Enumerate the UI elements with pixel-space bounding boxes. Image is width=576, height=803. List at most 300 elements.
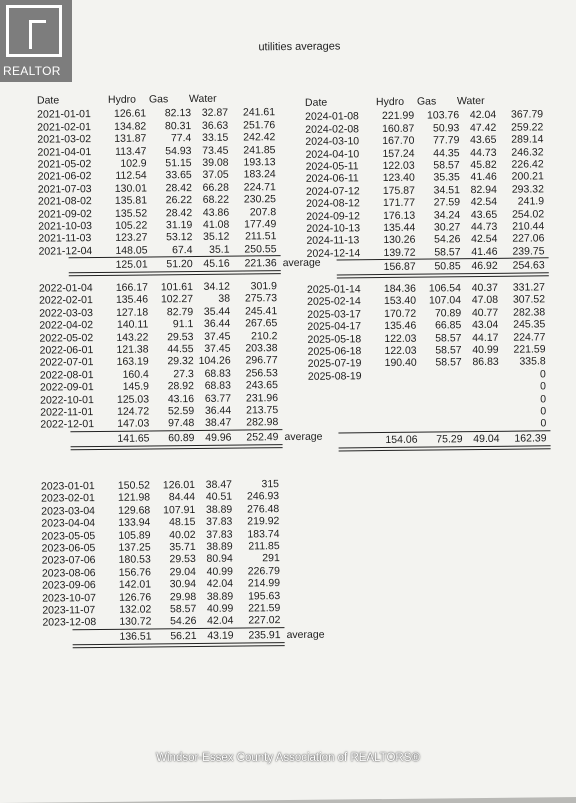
average-value: 162.39: [496, 432, 546, 445]
row-value: 43.65: [447, 208, 497, 221]
row-date: 2021-05-02: [38, 158, 92, 171]
row-value: [449, 418, 499, 419]
average-value: 43.19: [184, 629, 234, 642]
row-value: 31.19: [142, 219, 192, 232]
average-value: 60.89: [144, 432, 194, 445]
row-date: 2025-04-17: [307, 320, 361, 333]
row-value: 224.77: [495, 331, 545, 344]
row-value: 113.47: [96, 145, 146, 158]
row-value: 82.79: [143, 306, 193, 319]
row-value: 43.16: [144, 393, 194, 406]
row-value: 195.63: [230, 590, 280, 603]
average-value: 252.49: [228, 431, 278, 444]
row-value: 42.54: [447, 196, 497, 209]
row-value: 47.42: [446, 122, 496, 135]
row-value: [412, 381, 462, 382]
realtor-logo-text: REALTOR: [3, 64, 61, 78]
row-value: 213.75: [228, 404, 278, 417]
row-value: 135.44: [365, 222, 415, 235]
table-2022: [39, 280, 253, 450]
row-value: 107.04: [411, 295, 461, 308]
row-value: 112.54: [97, 170, 147, 183]
row-value: 166.17: [98, 281, 148, 294]
row-value: 227.02: [230, 614, 280, 627]
row-value: 63.77: [181, 392, 231, 405]
row-value: [412, 369, 462, 370]
row-value: 211.85: [230, 540, 280, 553]
document-title: utilities averages: [258, 40, 340, 53]
row-date: 2023-08-06: [42, 567, 96, 580]
row-value: 29.98: [146, 591, 196, 604]
row-value: 101.61: [143, 281, 193, 294]
average-value: 56.21: [147, 630, 197, 643]
column-header: Hydro: [376, 96, 404, 109]
row-value: 296.77: [228, 354, 278, 367]
row-value: 42.54: [447, 233, 497, 246]
underline-double: [337, 276, 549, 279]
row-value: 183.74: [229, 528, 279, 541]
realtor-logo: [0, 0, 72, 82]
row-value: 35.35: [410, 172, 460, 185]
table-2021: [37, 92, 251, 277]
row-value: 82.13: [141, 107, 191, 120]
row-date: 2021-03-02: [37, 133, 91, 146]
average-row: [43, 629, 255, 644]
row-value: 214.99: [230, 577, 280, 590]
row-value: 45.82: [447, 159, 497, 172]
row-value: 291: [230, 552, 280, 565]
row-date: 2025-02-14: [307, 296, 361, 309]
row-value: 50.93: [409, 122, 459, 135]
row-value: 221.59: [230, 602, 280, 615]
row-value: 42.04: [183, 615, 233, 628]
row-value: [449, 393, 499, 394]
row-value: 0: [496, 368, 546, 381]
row-value: 121.38: [99, 343, 149, 356]
row-value: 82.94: [447, 184, 497, 197]
row-date: 2024-02-08: [305, 123, 359, 136]
row-value: 68.83: [181, 367, 231, 380]
average-label: average: [283, 257, 321, 270]
row-value: 80.31: [141, 120, 191, 133]
row-date: 2022-06-01: [40, 344, 94, 357]
row-value: 44.17: [448, 331, 498, 344]
row-value: 53.12: [142, 231, 192, 244]
row-value: 35.12: [179, 231, 229, 244]
row-value: 125.03: [99, 393, 149, 406]
row-value: 307.52: [495, 294, 545, 307]
row-value: 135.52: [97, 207, 147, 220]
row-value: 135.46: [366, 320, 416, 333]
row-value: 104.26: [181, 355, 231, 368]
row-value: 37.83: [182, 528, 232, 541]
row-value: 40.37: [448, 282, 498, 295]
row-value: 133.94: [100, 517, 150, 530]
row-date: 2021-11-03: [38, 232, 91, 245]
row-value: 44.35: [409, 147, 459, 160]
row-value: 241.9: [494, 195, 544, 208]
row-value: 131.87: [96, 133, 146, 146]
table-header-row: [305, 95, 517, 110]
row-value: 254.02: [494, 208, 544, 221]
row-value: 226.79: [230, 565, 280, 578]
row-value: 203.38: [228, 342, 278, 355]
row-value: 256.53: [228, 367, 278, 380]
column-header: Water: [189, 93, 217, 106]
row-value: 143.22: [98, 331, 148, 344]
row-value: 0: [496, 380, 546, 393]
row-value: 150.52: [100, 479, 150, 492]
underline-double: [73, 645, 285, 648]
row-value: 40.77: [448, 307, 498, 320]
row-date: 2024-08-12: [306, 197, 360, 210]
row-value: 245.35: [495, 318, 545, 331]
row-value: 301.9: [227, 280, 277, 293]
row-value: 177.49: [226, 218, 276, 231]
row-value: 48.15: [145, 516, 195, 529]
row-value: 28.42: [142, 207, 192, 220]
row-value: 40.02: [145, 529, 195, 542]
row-value: 180.53: [101, 554, 151, 567]
row-value: 167.70: [364, 135, 414, 148]
row-value: 42.04: [183, 578, 233, 591]
row-value: 275.73: [227, 293, 277, 306]
row-value: 226.42: [494, 158, 544, 171]
row-value: 38.89: [183, 541, 233, 554]
row-value: 243.65: [228, 379, 278, 392]
row-date: 2022-03-03: [39, 307, 93, 320]
row-value: 38: [180, 293, 230, 306]
row-date: 2024-04-10: [305, 148, 359, 161]
row-value: 153.40: [366, 295, 416, 308]
row-value: 86.83: [449, 356, 499, 369]
row-value: 176.13: [365, 209, 415, 222]
row-value: 80.94: [183, 553, 233, 566]
row-value: 0: [496, 418, 546, 431]
row-date: 2025-05-18: [307, 333, 361, 346]
row-value: 227.06: [494, 233, 544, 246]
average-value: 154.06: [367, 433, 417, 446]
row-value: 242.42: [225, 131, 275, 144]
row-value: 259.22: [493, 121, 543, 134]
row-date: 2021-12-04: [38, 245, 92, 258]
row-value: 77.79: [409, 134, 459, 147]
row-value: 67.4: [142, 244, 192, 257]
row-date: 2025-07-19: [308, 358, 362, 371]
row-value: 102.27: [143, 293, 193, 306]
row-value: 43.04: [448, 319, 498, 332]
row-value: 42.04: [446, 109, 496, 122]
row-value: 147.03: [99, 418, 149, 431]
row-value: 30.94: [146, 578, 196, 591]
row-value: 43.65: [446, 134, 496, 147]
row-value: 58.57: [412, 357, 462, 370]
row-value: 37.45: [181, 343, 231, 356]
row-date: 2024-05-11: [306, 160, 359, 173]
row-value: 36.63: [178, 119, 228, 132]
row-date: 2023-06-05: [42, 542, 96, 555]
row-value: 35.71: [146, 541, 196, 554]
row-date: 2022-12-01: [40, 418, 94, 431]
row-value: 122.03: [366, 332, 416, 345]
row-value: 130.01: [97, 182, 147, 195]
row-date: 2024-07-12: [306, 185, 360, 198]
row-value: 239.75: [494, 245, 544, 258]
row-value: 41.08: [179, 219, 229, 232]
row-value: 241.85: [225, 144, 275, 157]
row-value: 124.72: [99, 405, 149, 418]
average-row: [40, 431, 252, 446]
row-value: 40.99: [449, 344, 499, 357]
row-value: 123.27: [97, 232, 147, 245]
row-date: 2022-10-01: [40, 394, 94, 407]
average-value: 254.63: [495, 259, 545, 272]
row-value: 29.04: [146, 566, 196, 579]
row-value: 103.76: [409, 110, 459, 123]
row-value: 33.65: [142, 169, 192, 182]
row-value: 231.96: [228, 392, 278, 405]
row-value: 171.77: [365, 197, 415, 210]
row-value: 40.99: [183, 603, 233, 616]
row-value: 315: [229, 478, 279, 491]
row-value: 175.87: [365, 184, 415, 197]
row-value: 29.53: [146, 553, 196, 566]
underline-double: [71, 447, 283, 450]
table-2025: [307, 282, 521, 452]
row-date: 2021-08-02: [38, 195, 92, 208]
row-value: 58.57: [411, 332, 461, 345]
row-date: 2021-01-01: [37, 108, 91, 121]
row-value: 34.24: [410, 209, 460, 222]
row-date: 2023-12-08: [42, 616, 96, 629]
row-value: 148.05: [97, 244, 147, 257]
average-value: 50.85: [411, 260, 461, 273]
row-value: 246.93: [229, 491, 279, 504]
row-value: [412, 394, 462, 395]
row-value: 245.41: [227, 305, 277, 318]
row-value: 130.72: [101, 616, 151, 629]
row-value: 43.86: [179, 206, 229, 219]
average-value: 51.20: [143, 258, 193, 271]
average-row: [307, 260, 519, 275]
row-value: 210.2: [227, 330, 277, 343]
row-value: 102.9: [97, 157, 147, 170]
row-value: 30.27: [410, 221, 460, 234]
row-value: 250.55: [226, 243, 276, 256]
row-value: 66.85: [411, 319, 461, 332]
row-value: [449, 406, 499, 407]
row-value: [367, 369, 417, 370]
row-value: 219.92: [229, 515, 279, 528]
column-header: Hydro: [108, 94, 136, 107]
row-value: 27.59: [410, 196, 460, 209]
table-2023: [41, 478, 255, 648]
row-value: 44.73: [447, 221, 497, 234]
row-value: 156.76: [101, 566, 151, 579]
row-value: 183.24: [226, 168, 276, 181]
row-value: 367.79: [493, 109, 543, 122]
row-value: 134.82: [96, 120, 146, 133]
column-header: Date: [37, 94, 59, 107]
row-value: 32.87: [178, 107, 228, 120]
row-date: 2023-09-06: [42, 579, 96, 592]
row-value: 39.08: [179, 157, 229, 170]
row-value: 210.44: [494, 220, 544, 233]
row-value: 160.87: [364, 122, 414, 135]
row-value: 207.8: [226, 206, 276, 219]
row-value: 335.8: [496, 356, 546, 369]
table-2024: [305, 95, 519, 280]
row-value: 84.44: [145, 491, 195, 504]
row-value: 241.61: [225, 107, 275, 120]
row-value: 68.83: [181, 380, 231, 393]
row-date: 2021-07-03: [38, 183, 92, 196]
column-header: Date: [305, 97, 327, 110]
row-value: 38.47: [181, 417, 231, 430]
row-date: 2022-07-01: [40, 356, 94, 369]
row-value: 97.48: [144, 417, 194, 430]
row-value: 34.12: [180, 281, 230, 294]
average-value: 49.04: [449, 432, 499, 445]
row-value: 132.02: [101, 603, 151, 616]
row-value: 44.73: [446, 146, 496, 159]
row-value: 54.26: [410, 234, 460, 247]
average-value: 136.51: [102, 630, 152, 643]
average-value: 156.87: [366, 261, 416, 274]
row-value: 121.98: [100, 492, 150, 505]
row-value: 47.08: [448, 294, 498, 307]
row-value: 40.51: [182, 491, 232, 504]
row-value: [449, 369, 499, 370]
row-value: 276.48: [229, 503, 279, 516]
row-value: 51.15: [142, 157, 192, 170]
row-value: 33.15: [178, 132, 228, 145]
row-date: 2025-06-18: [308, 345, 362, 358]
row-value: 145.9: [99, 381, 149, 394]
row-value: 58.57: [146, 603, 196, 616]
row-value: 129.68: [100, 504, 150, 517]
row-date: 2023-02-01: [41, 492, 95, 505]
row-date: 2024-11-13: [306, 235, 359, 248]
row-date: 2023-11-07: [42, 604, 95, 617]
average-value: 49.96: [181, 431, 231, 444]
row-value: 135.81: [97, 195, 147, 208]
row-value: 246.32: [493, 146, 543, 159]
row-value: 282.38: [495, 306, 545, 319]
row-value: 293.32: [494, 183, 544, 196]
row-value: 52.59: [144, 405, 194, 418]
row-value: 289.14: [493, 134, 543, 147]
row-date: 2021-10-03: [38, 220, 92, 233]
row-value: [367, 394, 417, 395]
column-header: Gas: [149, 93, 168, 106]
average-row: [39, 257, 251, 272]
row-value: 127.18: [98, 306, 148, 319]
row-date: 2021-02-01: [37, 121, 91, 134]
row-value: 70.89: [411, 307, 461, 320]
row-value: 41.46: [448, 246, 498, 259]
realtor-logo-icon: [6, 5, 62, 57]
row-date: 2024-03-10: [305, 135, 359, 148]
row-date: 2024-12-14: [307, 247, 361, 260]
row-value: 107.91: [145, 504, 195, 517]
column-header: Gas: [417, 95, 436, 108]
row-value: 29.32: [144, 355, 194, 368]
row-value: 142.01: [101, 579, 151, 592]
row-date: 2022-01-04: [39, 282, 93, 295]
row-value: 230.25: [226, 193, 276, 206]
row-value: 38.89: [183, 590, 233, 603]
row-value: 54.26: [146, 615, 196, 628]
row-date: 2024-10-13: [306, 222, 360, 235]
row-date: 2024-09-12: [306, 210, 360, 223]
row-value: 26.22: [142, 194, 192, 207]
row-value: 157.24: [364, 147, 414, 160]
row-value: 126.61: [96, 108, 146, 121]
row-value: 37.05: [179, 169, 229, 182]
row-value: 122.03: [365, 160, 415, 173]
row-value: 37.83: [182, 516, 232, 529]
row-value: 200.21: [494, 171, 544, 184]
row-value: 44.55: [144, 343, 194, 356]
row-value: 139.72: [366, 246, 416, 259]
row-value: 54.93: [141, 145, 191, 158]
row-value: 35.1: [179, 243, 229, 256]
row-value: [367, 419, 417, 420]
row-value: 41.46: [447, 171, 497, 184]
row-value: 0: [496, 393, 546, 406]
row-value: 37.45: [180, 330, 230, 343]
row-value: 163.19: [99, 356, 149, 369]
row-value: 36.44: [180, 318, 230, 331]
row-value: 106.54: [411, 282, 461, 295]
row-value: 221.59: [496, 343, 546, 356]
row-value: 126.76: [101, 591, 151, 604]
row-value: 130.26: [365, 234, 415, 247]
row-date: 2024-01-08: [305, 111, 359, 124]
row-value: 221.99: [364, 110, 414, 123]
average-label: average: [284, 430, 322, 443]
row-value: 140.11: [98, 319, 148, 332]
row-date: 2022-09-01: [40, 381, 94, 394]
row-date: 2023-05-05: [41, 530, 95, 543]
row-value: [367, 407, 417, 408]
row-date: 2022-04-02: [39, 319, 93, 332]
row-value: 35.44: [180, 305, 230, 318]
row-date: 2025-01-14: [307, 283, 361, 296]
average-value: 235.91: [231, 629, 281, 642]
row-value: 38.89: [182, 503, 232, 516]
row-value: [449, 381, 499, 382]
row-value: 193.13: [226, 156, 276, 169]
row-value: 73.45: [178, 144, 228, 157]
row-date: 2021-04-01: [37, 146, 91, 159]
row-value: 58.57: [412, 344, 462, 357]
row-value: 170.72: [366, 307, 416, 320]
average-value: 46.92: [448, 260, 498, 273]
footer-watermark: Windsor-Essex County Association of REALTORS®: [0, 752, 576, 764]
row-value: 267.65: [227, 317, 277, 330]
row-value: 91.1: [143, 318, 193, 331]
row-date: 2023-10-07: [42, 592, 96, 605]
row-value: 184.36: [366, 283, 416, 296]
row-value: 282.98: [228, 416, 278, 429]
row-value: 211.51: [226, 230, 276, 243]
average-row: [308, 432, 520, 447]
row-value: 58.57: [411, 246, 461, 259]
row-value: 126.01: [145, 479, 195, 492]
row-date: 2023-07-06: [42, 554, 96, 567]
